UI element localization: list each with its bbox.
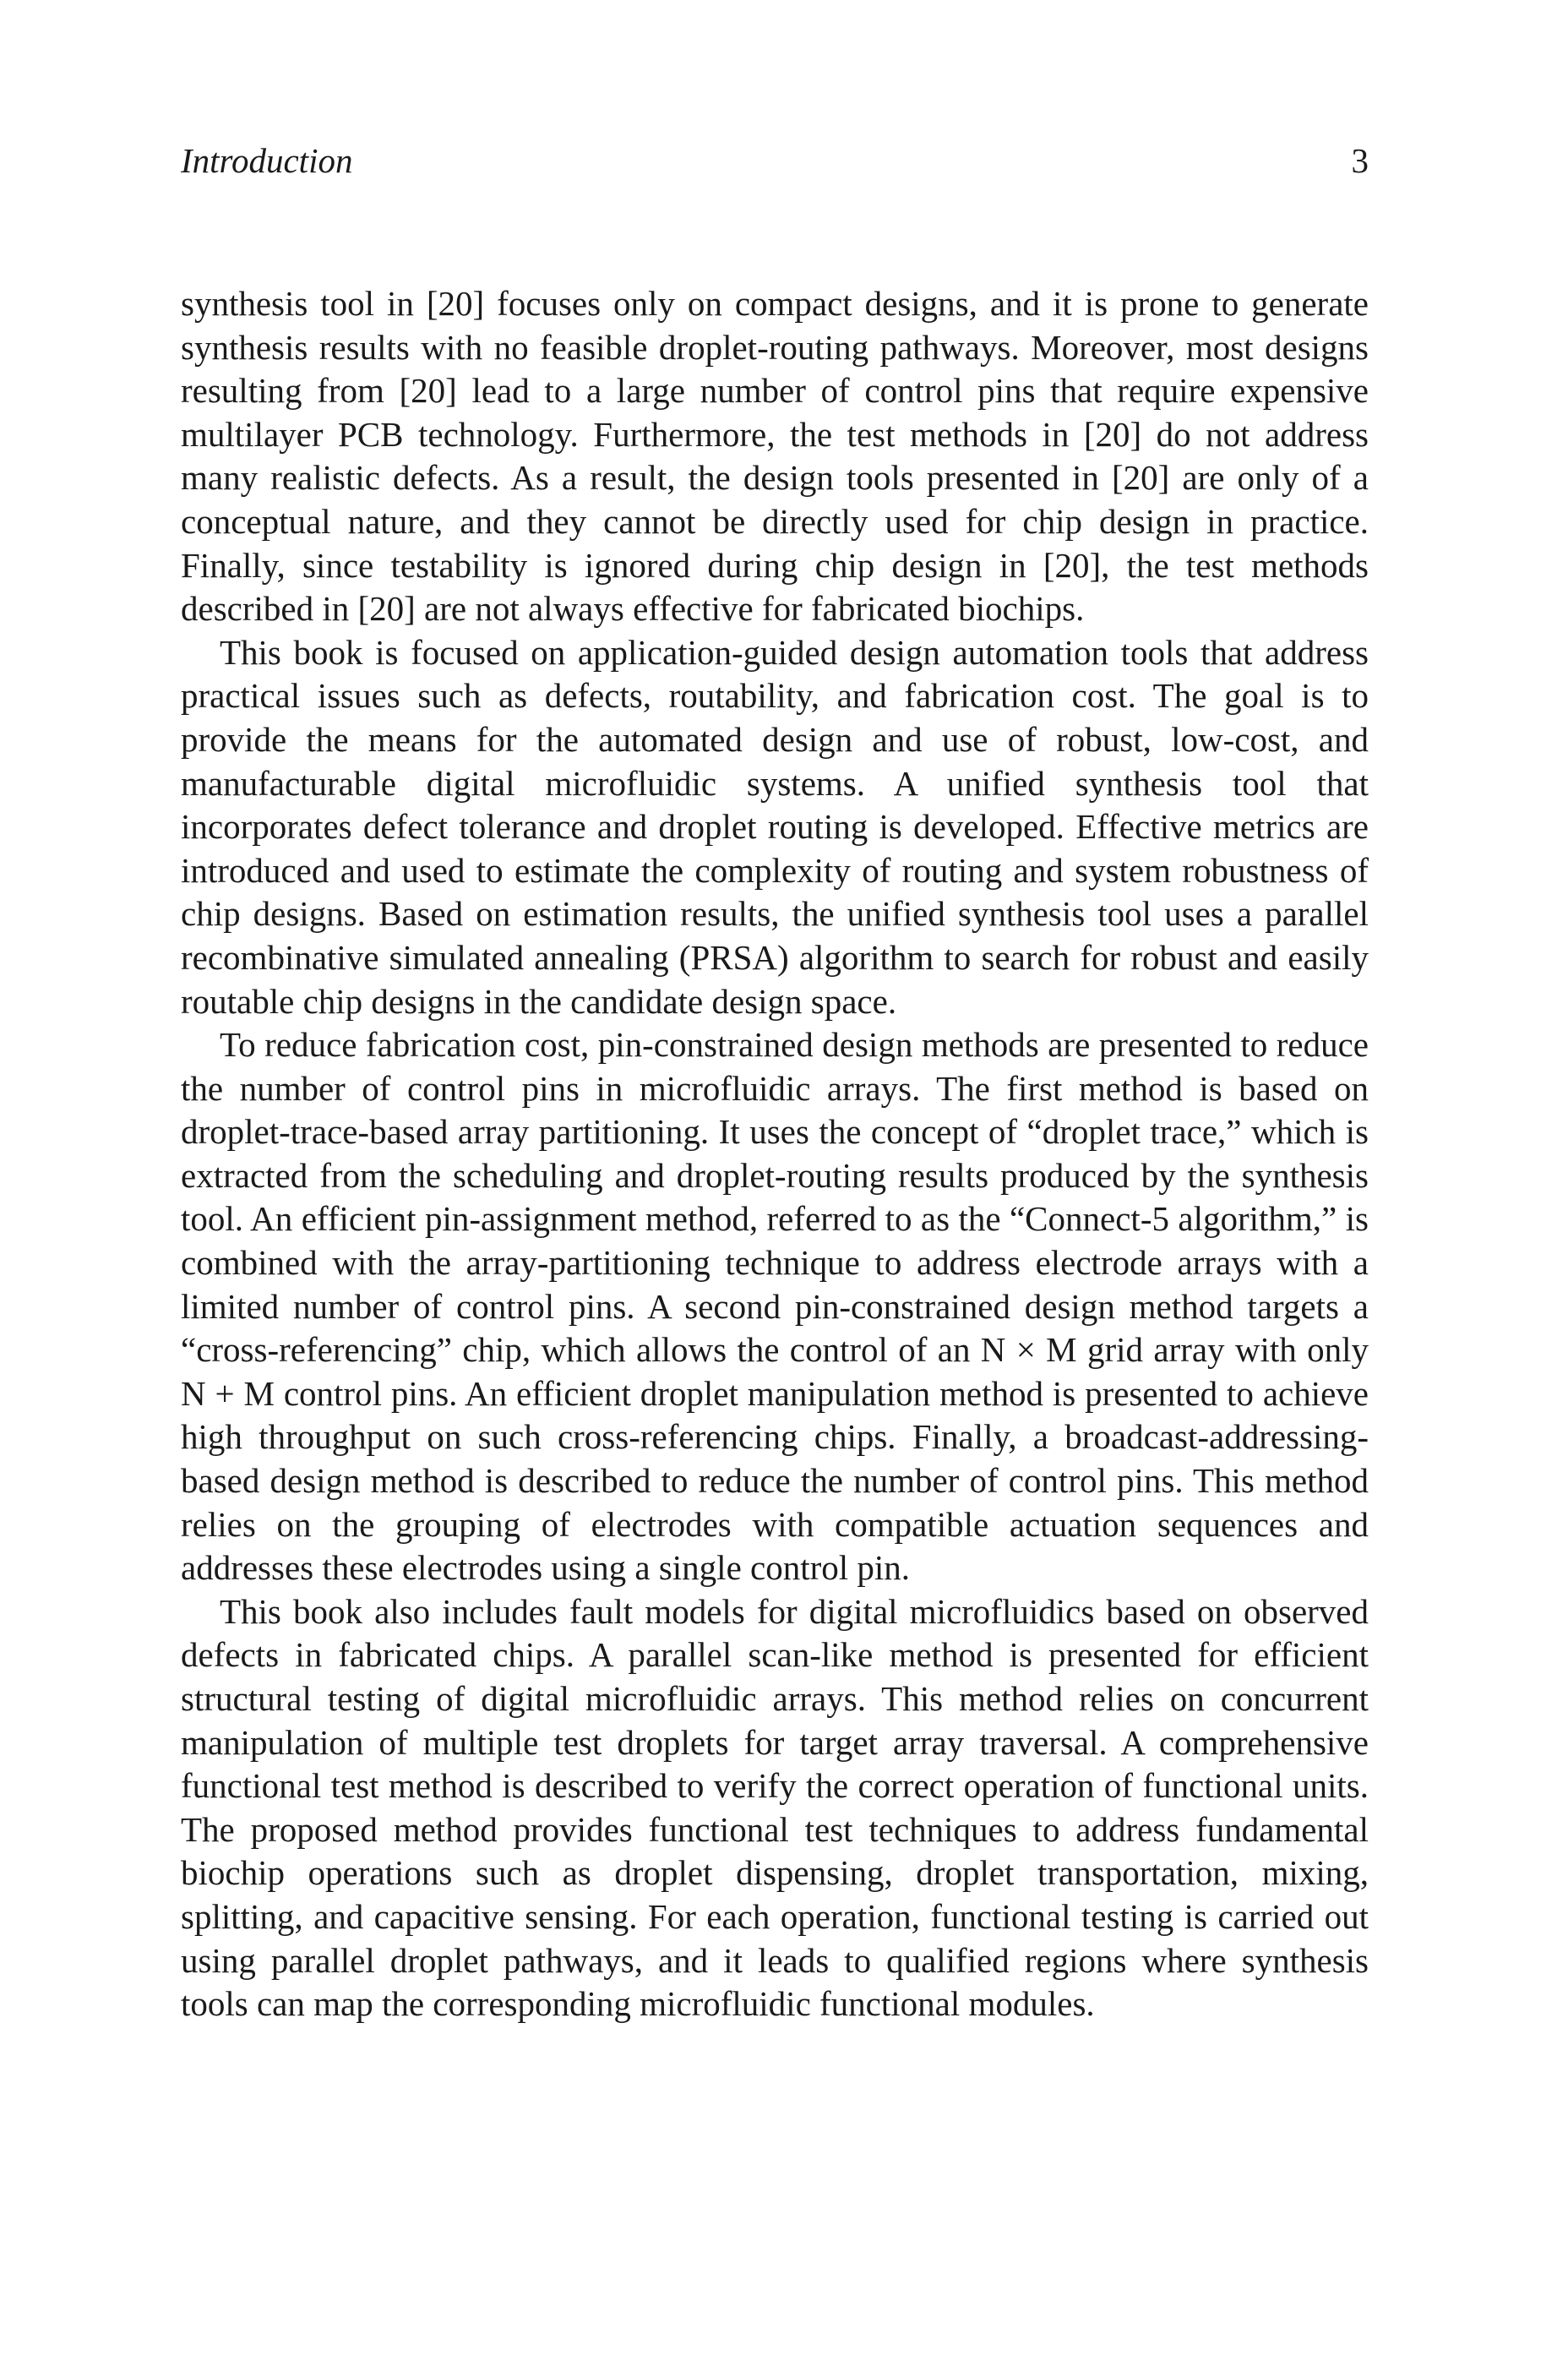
page-number: 3 — [1351, 141, 1369, 180]
paragraph-continued: synthesis tool in [20] focuses only on compact designs, and it is prone to generate synthesis results with no feasible droplet-routing pathways. Moreover, most designs resulting from [20] lead to a large number of control pins that require expensive multilayer PCB technology. Furthermore, the test methods in [20] do not address many realistic defects. As a result, the design tools presented in [20] are only of a conceptual nature, and they cannot be directly used for chip design in practice. Finally, since testability is ignored during chip design in [20], the test methods described in [20] are not always effective for fabricated biochips. — [181, 284, 1369, 629]
running-title: Introduction — [181, 141, 353, 180]
paragraph-pin-constrained-design: To reduce fabrication cost, pin-constrained design methods are presented to reduce the number of control pins in microfluidic arrays. The first method is based on droplet-trace-based array partitioning. It uses the concept of “droplet trace,” which is extracted from the scheduling and droplet-routing results produced by the synthesis tool. An efficient pin-assignment method, referred to as the “Connect-5 algorithm,” is combined with the array-partitioning technique to address electrode arrays with a limited number of control pins. A second pin-constrained design method targets a “cross-referencing” chip, which allows the control of an N × M grid array with only N + M control pins. An efficient droplet manipulation method is presented to achieve high throughput on such cross-referencing chips. Finally, a broadcast-addressing-based design method is described to reduce the number of control pins. This method relies on the grouping of electrodes with compatible actuation sequences and addresses these electrodes using a single control pin. — [181, 1025, 1369, 1588]
paragraph-book-focus: This book is focused on application-guided design automation tools that address practical issues such as defects, routability, and fabrication cost. The goal is to provide the means for the automated design and use of robust, low-cost, and manufacturable digital microfluidic systems. A unified synthesis tool that incorporates defect tolerance and droplet routing is developed. Effective metrics are introduced and used to estimate the complexity of routing and system robustness of chip designs. Based on estimation results, the unified synthesis tool uses a parallel recombinative simulated annealing (PRSA) algorithm to search for robust and easily routable chip designs in the candidate design space. — [181, 632, 1369, 1021]
body-text — [181, 282, 1369, 2026]
running-header — [181, 135, 1369, 186]
paragraph-fault-models-testing: This book also includes fault models for digital microfluidics based on observed defects in fabricated chips. A parallel scan-like method is presented for efficient structural testing of digital microfluidic arrays. This method relies on concurrent manipulation of multiple test droplets for target array traversal. A comprehensive functional test method is described to verify the correct operation of functional units. The proposed method provides functional test techniques to address fundamental biochip operations such as droplet dispensing, droplet transportation, mixing, splitting, and capacitive sensing. For each operation, functional testing is carried out using parallel droplet pathways, and it leads to qualified regions where synthesis tools can map the corresponding microfluidic functional modules. — [181, 1591, 1369, 2024]
